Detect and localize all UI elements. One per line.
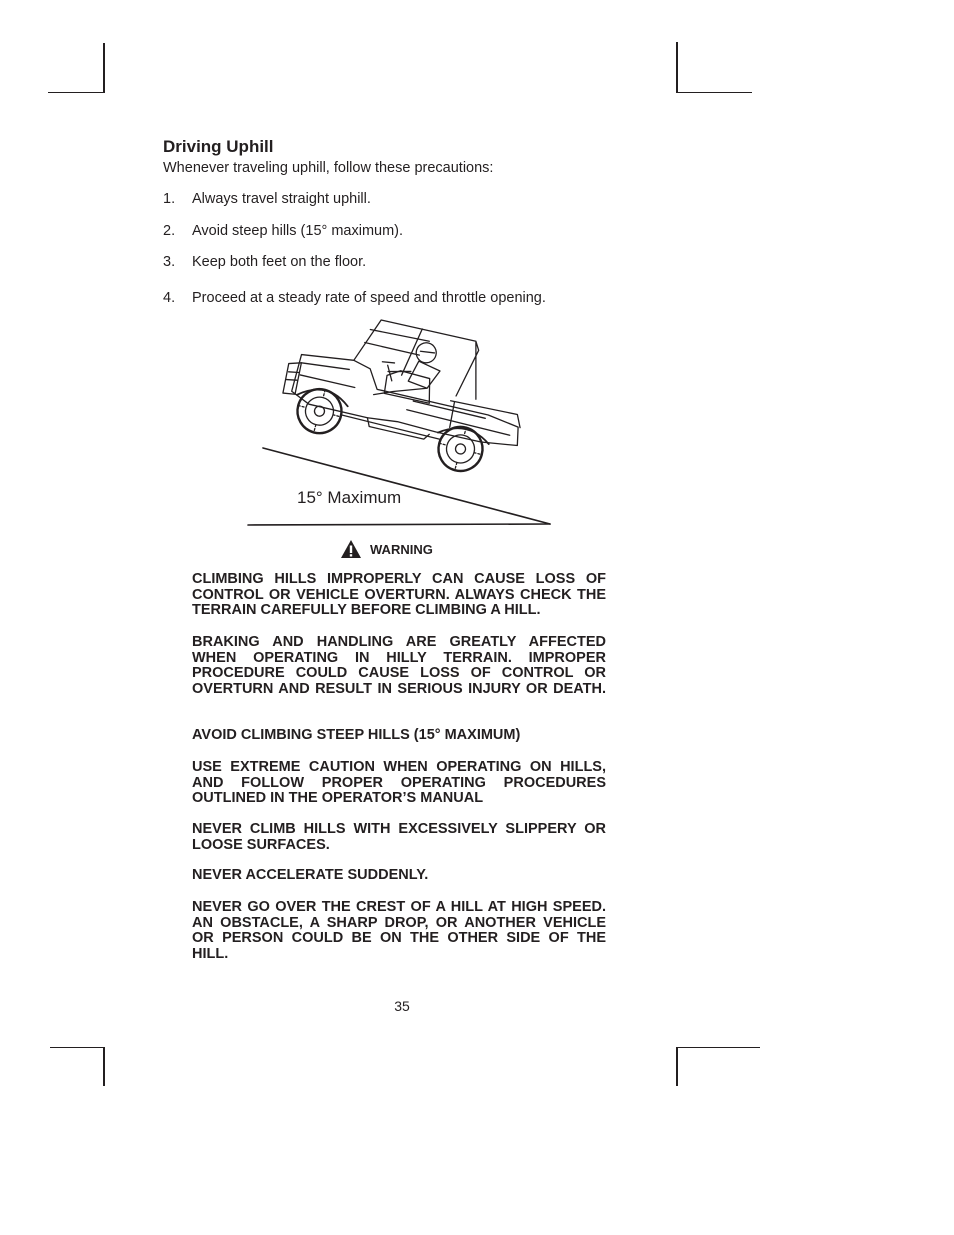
crop-mark-bottom-right-horizontal <box>676 1047 760 1048</box>
rear-wheel <box>434 422 488 476</box>
list-item-text: Proceed at a steady rate of speed and throttle opening. <box>192 290 546 306</box>
list-item-number: 2. <box>163 223 176 239</box>
crop-mark-bottom-left-vertical <box>103 1047 105 1086</box>
slope-line <box>263 448 550 524</box>
crop-mark-bottom-right-vertical <box>676 1047 678 1086</box>
crop-mark-top-left-horizontal <box>48 92 104 93</box>
warning-header <box>340 538 433 560</box>
warning-paragraph: NEVER CLIMB HILLS WITH EXCESSIVELY SLIPPERY OR LOOSE SURFACES. <box>192 821 606 853</box>
list-item-text: Keep both feet on the floor. <box>192 254 367 270</box>
utility-vehicle <box>273 312 540 484</box>
warning-paragraph: USE EXTREME CAUTION WHEN OPERATING ON HILLS, AND FOLLOW PROPER OPERATING PROCEDURES OUTLINED IN THE OPERATOR’S MANUAL <box>192 759 606 806</box>
page-number: 35 <box>394 998 410 1014</box>
crop-mark-top-right-horizontal <box>676 92 752 93</box>
crop-mark-top-right-vertical <box>676 42 678 93</box>
crop-mark-bottom-left-horizontal <box>50 1047 104 1048</box>
section-intro: Whenever traveling uphill, follow these precautions: <box>163 160 494 176</box>
list-item-number: 4. <box>163 290 176 306</box>
list-item-number: 3. <box>163 254 176 270</box>
warning-paragraph: BRAKING AND HANDLING ARE GREATLY AFFECTED WHEN OPERATING IN HILLY TERRAIN. IMPROPER PROCEDURE COULD CAUSE LOSS OF CONTROL OR OVERTURN AND RESULT IN SERIOUS INJURY OR DEATH. <box>192 634 606 697</box>
warning-paragraph: NEVER ACCELERATE SUDDENLY. <box>192 867 429 883</box>
warning-paragraph: CLIMBING HILLS IMPROPERLY CAN CAUSE LOSS OF CONTROL OR VEHICLE OVERTURN. ALWAYS CHECK THE TERRAIN CAREFULLY BEFORE CLIMBING A HILL. <box>192 571 606 618</box>
figure-caption: 15° Maximum <box>297 488 402 507</box>
list-item-text: Always travel straight uphill. <box>192 191 371 207</box>
crop-mark-top-left-vertical <box>103 43 105 93</box>
warning-label: WARNING <box>370 541 433 557</box>
warning-paragraph: AVOID CLIMBING STEEP HILLS (15° MAXIMUM) <box>192 727 521 743</box>
warning-triangle-icon <box>340 539 362 559</box>
ground-line <box>248 524 550 525</box>
section-title: Driving Uphill <box>163 137 274 156</box>
warning-paragraph: NEVER GO OVER THE CREST OF A HILL AT HIGH SPEED. AN OBSTACLE, A SHARP DROP, OR ANOTHER VEHICLE OR PERSON COULD BE ON THE OTHER SIDE OF THE HILL. <box>192 899 606 962</box>
list-item-text: Avoid steep hills (15° maximum). <box>192 223 404 239</box>
list-item-number: 1. <box>163 191 176 207</box>
